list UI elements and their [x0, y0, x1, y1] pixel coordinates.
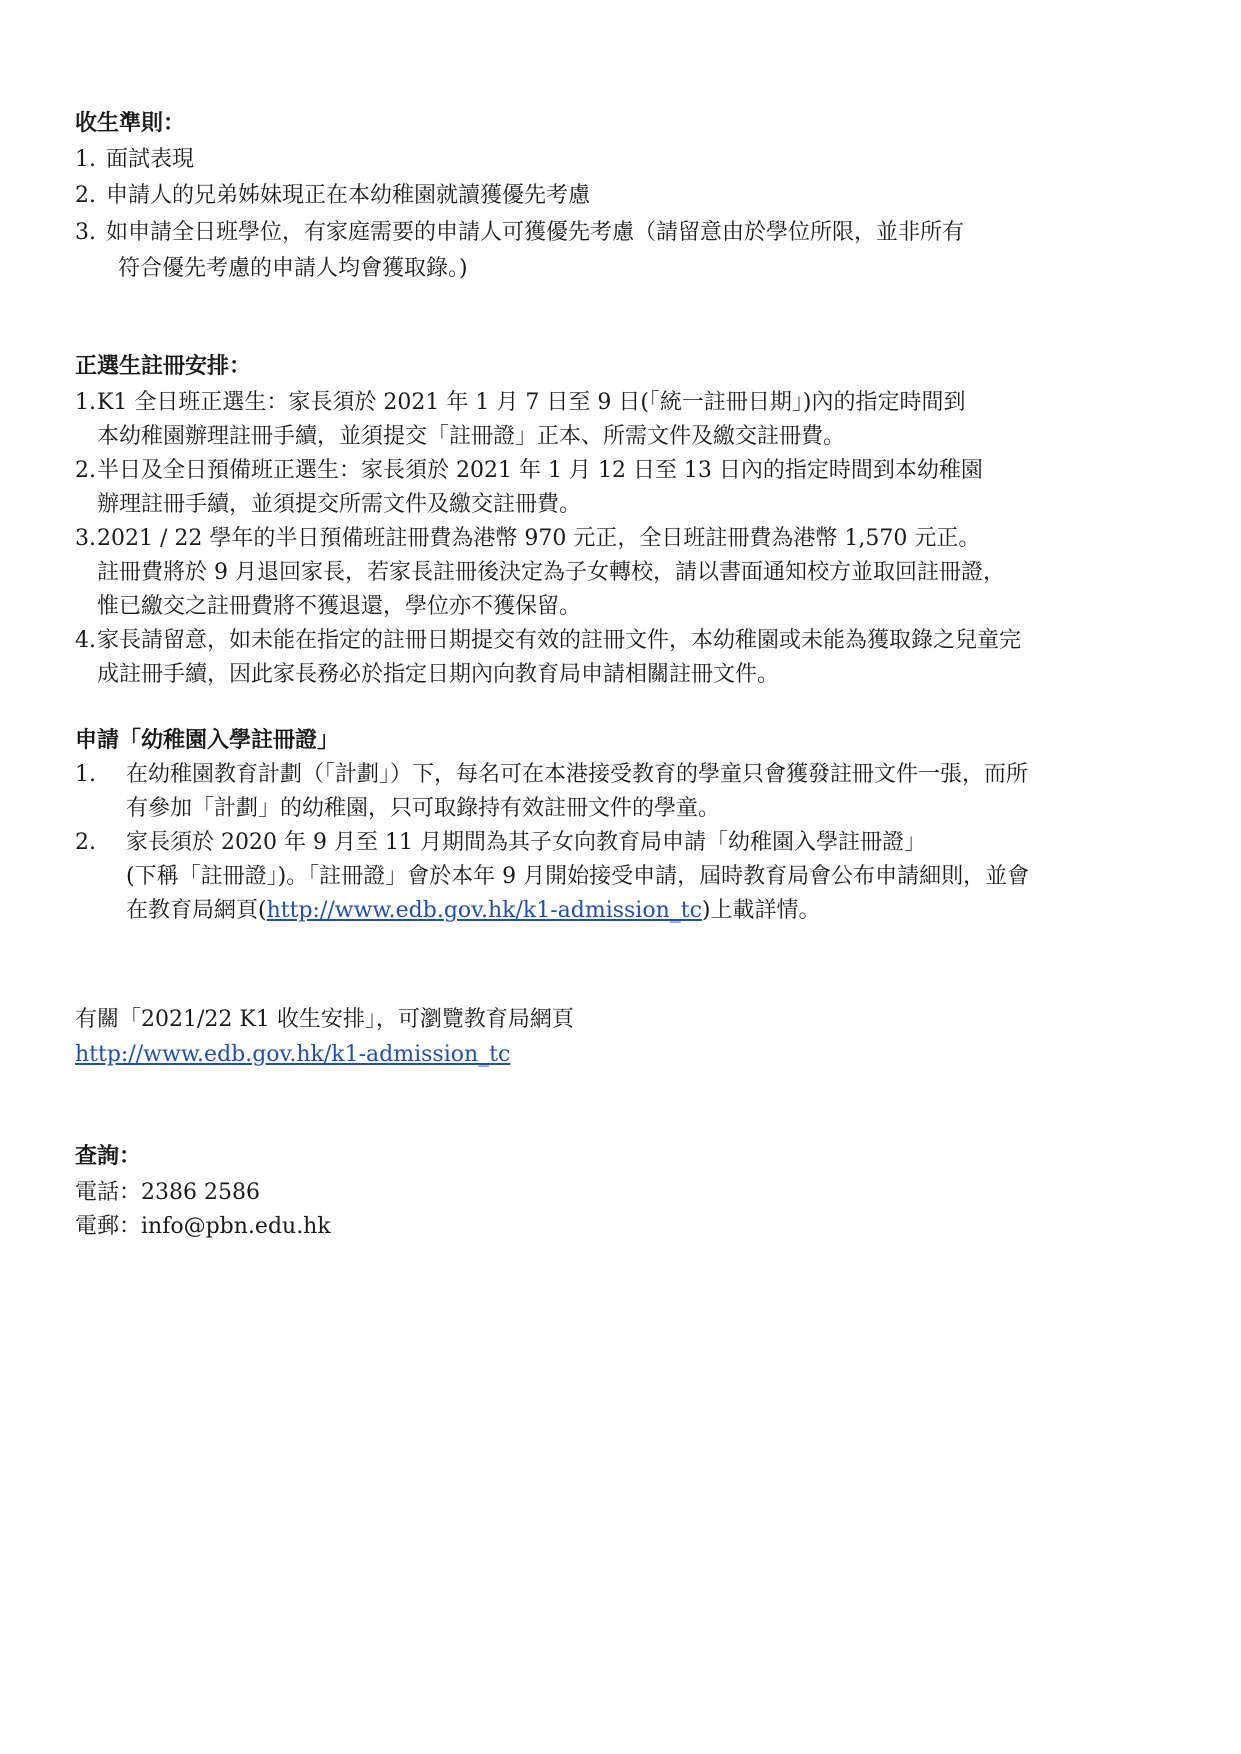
registration-item-3-text: 2021 / 22 學年的半日預備班註冊費為港幣 970 元正，全日班註冊費為港幣 1,570 元正。	[97, 526, 981, 551]
certificate-link-prefix: 在教育局網頁(	[126, 898, 267, 923]
registration-item-3-text-cont: 註冊費將於 9 月退回家長，若家長註冊後決定為子女轉校，請以書面通知校方並取回註冊證，	[97, 560, 1005, 585]
criteria-item-1-num: 1.	[75, 147, 96, 172]
criteria-item-3-text-cont: 符合優先考慮的申請人均會獲取錄。)	[118, 256, 468, 281]
certificate-item-2-text-cont: (下稱「註冊證」)。「註冊證」會於本年 9 月開始接受申請，屆時教育局會公布申請細則，並會	[126, 864, 1030, 889]
more-info-text: 有關「2021/22 K1 收生安排」，可瀏覽教育局網頁	[75, 1007, 574, 1032]
criteria-item-3-num: 3.	[75, 220, 96, 245]
registration-item-4-num: 4.	[75, 628, 96, 653]
criteria-item-1-text: 面試表現	[106, 147, 195, 172]
more-info-link-line	[75, 1041, 510, 1069]
certificate-title: 申請「幼稚園入學註冊證」	[75, 728, 340, 753]
registration-item-2-num: 2.	[75, 458, 96, 483]
enquiry-email: 電郵：info@pbn.edu.hk	[75, 1214, 331, 1239]
certificate-item-2-num: 2.	[75, 830, 96, 855]
registration-item-1-text-cont: 本幼稚園辦理註冊手續，並須提交「註冊證」正本、所需文件及繳交註冊費。	[97, 424, 846, 449]
registration-item-3-num: 3.	[75, 526, 96, 551]
registration-item-4-text-cont: 成註冊手續，因此家長務必於指定日期內向教育局申請相關註冊文件。	[97, 662, 780, 687]
registration-item-1-num: 1.	[75, 390, 96, 415]
certificate-link-suffix: )上載詳情。	[701, 898, 821, 923]
criteria-item-2-num: 2.	[75, 183, 96, 208]
registration-title: 正選生註冊安排：	[75, 354, 252, 379]
registration-item-4-text: 家長請留意，如未能在指定的註冊日期提交有效的註冊文件，本幼稚園或未能為獲取錄之兒童完	[97, 628, 1022, 653]
certificate-item-1-text: 在幼稚園教育計劃（「計劃」）下，每名可在本港接受教育的學童只會獲發註冊文件一張，而所	[126, 762, 1029, 787]
certificate-item-2-text-cont2	[126, 897, 821, 925]
certificate-item-2-text: 家長須於 2020 年 9 月至 11 月期間為其子女向教育局申請「幼稚園入學註冊證」	[126, 830, 926, 855]
edb-admission-link[interactable]: http://www.edb.gov.hk/k1-admission_tc	[266, 898, 702, 923]
registration-item-1-text: K1 全日班正選生：家長須於 2021 年 1 月 7 日至 9 日(「統一註冊日期」)內的指定時間到	[97, 390, 966, 415]
registration-item-2-text: 半日及全日預備班正選生：家長須於 2021 年 1 月 12 日至 13 日內的指定時間到本幼稚園	[97, 458, 983, 483]
certificate-item-1-num: 1.	[75, 762, 96, 787]
more-info-link[interactable]: http://www.edb.gov.hk/k1-admission_tc	[75, 1042, 511, 1067]
enquiry-phone: 電話：2386 2586	[75, 1180, 260, 1205]
enquiry-title: 查詢：	[75, 1144, 142, 1169]
criteria-title: 收生準則：	[75, 111, 186, 136]
registration-item-2-text-cont: 辦理註冊手續，並須提交所需文件及繳交註冊費。	[97, 492, 582, 517]
criteria-item-2-text: 申請人的兄弟姊妹現正在本幼稚園就讀獲優先考慮	[106, 183, 591, 208]
criteria-item-3-text: 如申請全日班學位，有家庭需要的申請人可獲優先考慮（請留意由於學位所限，並非所有	[106, 220, 965, 245]
registration-item-3-text-cont2: 惟已繳交之註冊費將不獲退還，學位亦不獲保留。	[97, 594, 582, 619]
certificate-item-1-text-cont: 有參加「計劃」的幼稚園，只可取錄持有效註冊文件的學童。	[126, 796, 721, 821]
